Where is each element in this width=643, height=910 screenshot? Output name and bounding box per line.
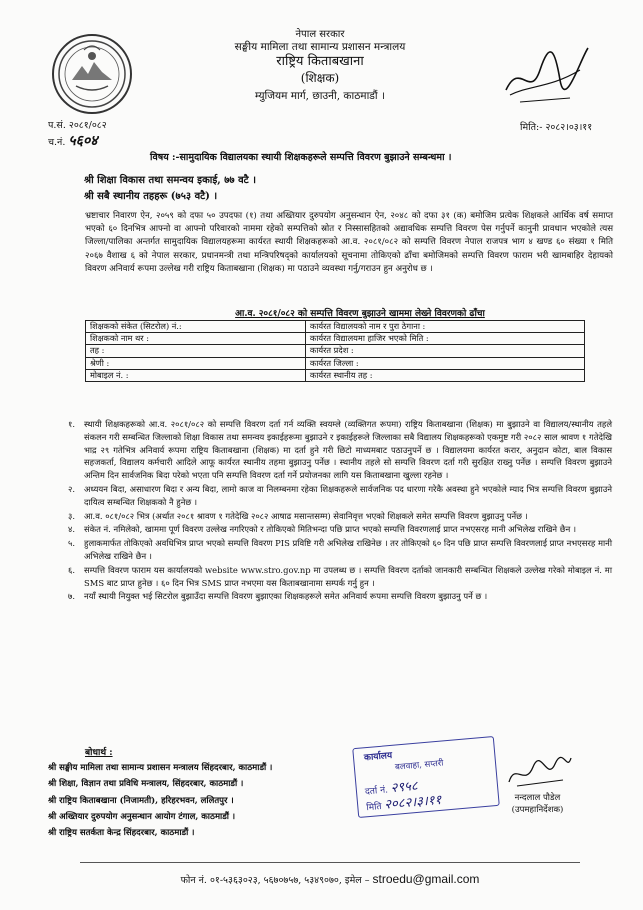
receipt-stamp [352, 736, 500, 818]
header-line-1: नेपाल सरकार [295, 29, 345, 40]
header-address: म्युजियम मार्ग, छाउनी, काठमाडौं । [255, 90, 385, 102]
list-item: १. स्थायी शिक्षकहरूको आ.व. २०८१/०८२ को सम्पत्ति विवरण दर्ता गर्न व्यक्ति स्वयम्ले (व्यक्तिगत रूपमा) राष्ट्रिय किताबखाना (शिक्षक) मा बुझाउने वा विद्यालय/स्थानीय तहले संकलन गरी सम्बन्धित जिल्लाको शिक्षा विकास तथा समन्वय इकाईहरूमा बुझाउने र इकाईहरूले जिल्लाका सबै विद्यालय शिक्षकहरूको एकमुष्ट गरी २०८२ साल श्रावण १ गतेदेखि भाद्र २९ गतेभित्र अनिवार्य रूपमा राष्ट्रिय किताबखाना (शिक्षक) मा दर्ता हुने गरी छिटो माध्यमबाट पठाउनुपर्ने छ । विद्यालयमा कार्यरत करार, अनुदान कोटा, बाल विकास सहजकर्ता, विद्यालय कर्मचारी आदिले आफू कार्यरत स्थानीय तहमा बुझाउनु पर्नेछ । स्थानीय तहले सो सम्पत्ति विवरण दर्ता गरी सुरक्षित राख्नु पर्नेछ । सम्पत्ति विवरण बुझाउने अन्तिम दिन सार्वजनिक बिदा परेको भएता पनि सम्पत्ति विवरण दर्ता गर्ने प्रयोजनका लागि यस किताबखाना खुल्ला रहनेछ । [68, 419, 612, 481]
stamp-darta: दर्ता नं. २९५८ [364, 778, 419, 798]
table-cell: शिक्षकको संकेत (सिटरोल) नं.: [86, 321, 306, 333]
table-row [86, 321, 585, 333]
table-row [86, 369, 585, 381]
addressee-1: श्री शिक्षा विकास तथा समन्वय इकाई, ७७ वटै । [84, 175, 256, 186]
table-cell: शिक्षकको नाम थर : [86, 333, 306, 345]
header-section: (शिक्षक) [300, 71, 340, 85]
list-item: ४. संकेत नं. नमिलेको, खाममा पूर्ण विवरण उल्लेख नगरिएको र तोकिएको मितिभन्दा पछि प्राप्त भएको सम्पत्ति विवरणलाई प्राप्त नभएसरह मानी अभिलेख राखिने छैन । [68, 524, 577, 535]
footer-divider [80, 862, 580, 863]
table-cell: कार्यरत स्थानीय तह : [305, 369, 584, 381]
patra-sankhya: प.सं. २०८१/०८२ [48, 120, 107, 131]
cc-item: श्री राष्ट्रिय सतर्कता केन्द्र सिंहदरबार, काठमाडौं । [48, 828, 195, 839]
list-item: ६. सम्पत्ति विवरण फाराम यस कार्यालयको website www.stro.gov.np मा उपलब्ध छ । सम्पत्ति विवरण दर्ताको जानकारी सम्बन्धित शिक्षकले उल्लेख गरेको मोबाइल नं. मा SMS बाट प्राप्त हुनेछ । ६० दिन भित्र SMS प्राप्त नभएमा यस किताबखानामा सम्पर्क गर्नु हुन । [68, 564, 612, 588]
subject-line: विषय :-सामुदायिक विद्यालयका स्थायी शिक्षकहरूले सम्पत्ति विवरण बुझाउने सम्बन्धमा । [150, 152, 452, 163]
stamp-date: मिति २०८२।३।११ [366, 792, 442, 814]
header-office: राष्ट्रिय किताबखाना [276, 54, 364, 69]
table-cell: श्रेणी : [86, 357, 306, 369]
signer-title: (उपमहानिर्देशक) [511, 805, 564, 815]
stamp-office: कार्यालय [363, 750, 393, 764]
cc-item: श्री राष्ट्रिय किताबखाना (निजामती), हरिहरभवन, ललितपुर । [48, 795, 234, 806]
table-cell: कार्यरत विद्यालयको नाम र पुरा ठेगाना : [305, 321, 584, 333]
list-item: ७. नयाँ स्थायी नियुक्त भई सिटरोल बुझाउँदा सम्पत्ति विवरण बुझाएका शिक्षकहरूले समेत अनिवार्य रूपमा सम्पत्ति विवरण बुझाउनु पर्ने छ । [68, 591, 488, 602]
envelope-details-table [85, 320, 585, 382]
body-paragraph: भ्रष्टाचार निवारण ऐन, २०५९ को दफा ५० उपदफा (१) तथा अख्तियार दुरुपयोग अनुसन्धान ऐन, २०४८ को दफा ३१ (क) बमोजिम प्रत्येक शिक्षकले आर्थिक वर्ष समाप्त भएको ६० दिनभित्र आफ्नो वा आफ्नो परिवारको नाममा रहेको सम्पत्तिको स्रोत र निस्सासहितको अद्यावधिक सम्पत्ति विवरण पेस गर्नुपर्ने कानुनी प्रावधान भएकोले त्यस जिल्ला/पालिका अन्तर्गत सामुदायिक विद्यालयहरूमा कार्यरत स्थायी शिक्षकहरूको आ.व. २०८१/०८२ को सम्पत्ति विवरण नेपाल राजपत्र भाग ४ खण्ड ६० संख्या १ मिति २०६७ वैशाख ६ को नेपाल सरकार, प्रधानमन्त्री तथा मन्त्रिपरिषद्को कार्यालयको सूचनामा तोकिएको ढाँचा बमोजिमको सम्पत्ति विवरण फाराम भरी खामबाहिर देहायको विवरण अनिवार्य रूपमा उल्लेख गरी राष्ट्रिय किताबखाना (शिक्षक) मा पठाउने व्यवस्था गर्नु/गराउन हुन अनुरोध छ । [85, 211, 613, 274]
table-cell: तह : [86, 345, 306, 357]
table-row [86, 333, 585, 345]
government-emblem-icon [52, 34, 132, 114]
signer-block [500, 792, 575, 816]
footer-contact [80, 872, 580, 886]
table-cell: मोबाइल नं. : [86, 369, 306, 381]
cc-item: श्री शिक्षा, विज्ञान तथा प्रविधि मन्त्रालय, सिंहदरबार, काठमाडौं । [48, 779, 244, 790]
table-row [86, 345, 585, 357]
signer-name: नन्दलाल पौडेल [514, 793, 561, 803]
instruction-list [62, 418, 612, 604]
envelope-format-title: आ.व. २०८१/०८२ को सम्पत्ति विवरण बुझाउने खाममा लेख्ने विवरणको ढाँचा [235, 309, 485, 319]
header-ministry: सङ्घीय मामिला तथा सामान्य प्रशासन मन्त्रालय [234, 41, 406, 53]
cc-list [48, 760, 378, 841]
table-row [86, 357, 585, 369]
signature-top-icon [500, 40, 595, 110]
bodharth-label: बोधार्थ : [85, 748, 113, 758]
list-item: ५. हुलाकमार्फत तोकिएको अवधिभित्र प्राप्त भएको सम्पत्ति विवरण PIS प्रविष्टि गरी अभिलेख राखिनेछ । तर तोकिएको ६० दिन पछि प्राप्त सम्पत्ति विवरणलाई प्राप्त नभएसरह मानी अभिलेख राखिने छैन । [68, 538, 612, 561]
footer-email: stroedu@gmail.com [372, 872, 480, 886]
cc-item: श्री अख्तियार दुरुपयोग अनुसन्धान आयोग टंगाल, काठमाडौं । [48, 811, 236, 822]
list-item: ३. आ.व. ०८१/०८२ भित्र (अर्थात २०८१ श्रावण १ गतेदेखि २०८२ आषाढ मसान्तसम्म) सेवानिवृत्त भएको शिक्षकले समेत सम्पत्ति विवरण बुझाउनु पर्नेछ । [68, 510, 528, 521]
signature-bottom-icon [505, 752, 575, 792]
table-cell: कार्यरत विद्यालयमा हाजिर भएको मिति : [305, 333, 584, 345]
addressee-2: श्री सबै स्थानीय तहहरू (७५३ वटै) । [84, 191, 218, 202]
cc-item: श्री सङ्घीय मामिला तथा सामान्य प्रशासन मन्त्रालय सिंहदरबार, काठमाडौं । [48, 763, 273, 773]
table-cell: कार्यरत प्रदेश : [305, 345, 584, 357]
chalani-number: च.नं. ५६०४ [48, 133, 98, 149]
footer-phone: फोन नं. ०१-५३६३०२३, ५६७०७५७, ५३४९०७०, इमेल – [180, 875, 370, 886]
stamp-location: बलवाहा, सप्तरी [394, 758, 444, 773]
list-item: २. अध्ययन बिदा, असाधारण बिदा र अन्य बिदा, लामो काज वा निलम्बनमा रहेका शिक्षकहरूले सार्वजनिक पद धारणा गरेकै अवस्था हुने भएकोले म्याद भित्र सम्पत्ति विवरण बुझाउने दायित्व सम्बन्धित शिक्षकको नै हुनेछ । [68, 483, 612, 507]
letter-date: मिति:- २०८२।०३।११ [520, 122, 593, 133]
table-cell: कार्यरत जिल्ला : [305, 357, 584, 369]
